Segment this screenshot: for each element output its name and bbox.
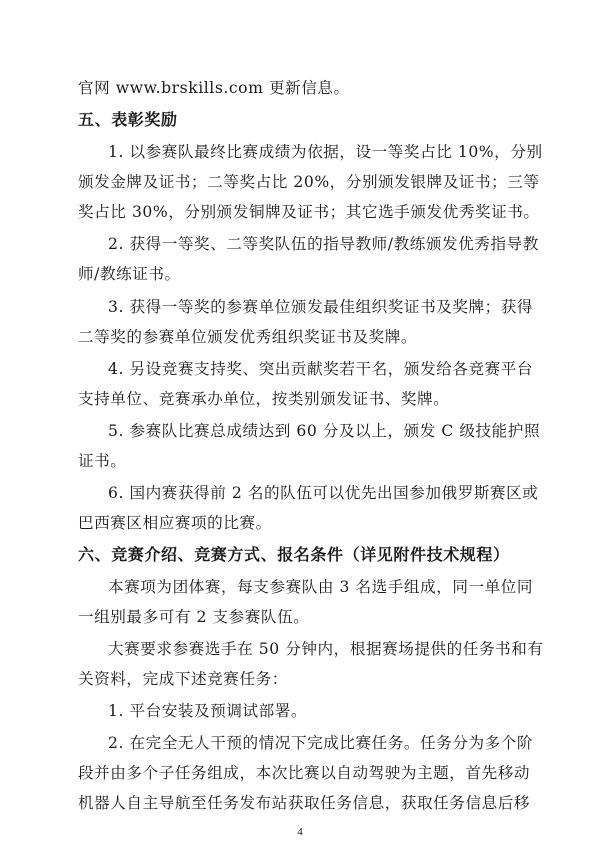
text-line: 支持单位、竞赛承办单位，按类别颁发证书、奖牌。 — [78, 390, 450, 408]
text-line: 5. 参赛队比赛总成绩达到 60 分及以上，颁发 C 级技能护照 — [108, 422, 541, 440]
text-line: 二等奖的参赛单位颁发优秀组织奖证书及奖牌。 — [78, 328, 418, 346]
text-line: 师/教练证书。 — [78, 265, 181, 283]
text-line: 3. 获得一等奖的参赛单位颁发最佳组织奖证书及奖牌；获得 — [108, 298, 534, 316]
text-line: 证书。 — [78, 452, 127, 470]
text-line: 巴西赛区相应赛项的比赛。 — [78, 514, 272, 532]
section-heading-awards: 五、表彰奖励 — [78, 110, 178, 129]
text-line: 奖占比 30%，分别颁发铜牌及证书；其它选手颁发优秀奖证书。 — [78, 203, 540, 221]
text-line: 机器人自主导航至任务发布站获取任务信息，获取任务信息后移 — [78, 794, 531, 812]
section-heading-competition: 六、竞赛介绍、竞赛方式、报名条件（详见附件技术规程） — [78, 545, 510, 564]
text-line: 官网 www.brskills.com 更新信息。 — [78, 79, 350, 97]
text-line: 一组别最多可有 2 支参赛队伍。 — [78, 608, 310, 626]
text-line: 6. 国内赛获得前 2 名的队伍可以优先出国参加俄罗斯赛区或 — [108, 484, 539, 502]
text-line: 大赛要求参赛选手在 50 分钟内，根据赛场提供的任务书和有 — [108, 640, 544, 658]
text-line: 1. 平台安装及预调试部署。 — [108, 702, 308, 720]
text-line: 段并由多个子任务组成，本次比赛以自动驾驶为主题，首先移动 — [78, 764, 531, 782]
page-number: 4 — [297, 826, 303, 838]
text-line: 颁发金牌及证书；二等奖占比 20%，分别颁发银牌及证书；三等 — [78, 173, 540, 191]
text-line: 4. 另设竞赛支持奖、突出贡献奖若干名，颁发给各竞赛平台 — [108, 360, 534, 378]
text-line: 2. 在完全无人干预的情况下完成比赛任务。任务分为多个阶 — [108, 734, 534, 752]
text-line: 本赛项为团体赛，每支参赛队由 3 名选手组成，同一单位同 — [108, 578, 534, 596]
text-line: 1. 以参赛队最终比赛成绩为依据，设一等奖占比 10%，分别 — [108, 143, 543, 161]
text-line: 2. 获得一等奖、二等奖队伍的指导教师/教练颁发优秀指导教 — [108, 235, 539, 253]
text-line: 关资料，完成下述竞赛任务： — [78, 670, 288, 688]
